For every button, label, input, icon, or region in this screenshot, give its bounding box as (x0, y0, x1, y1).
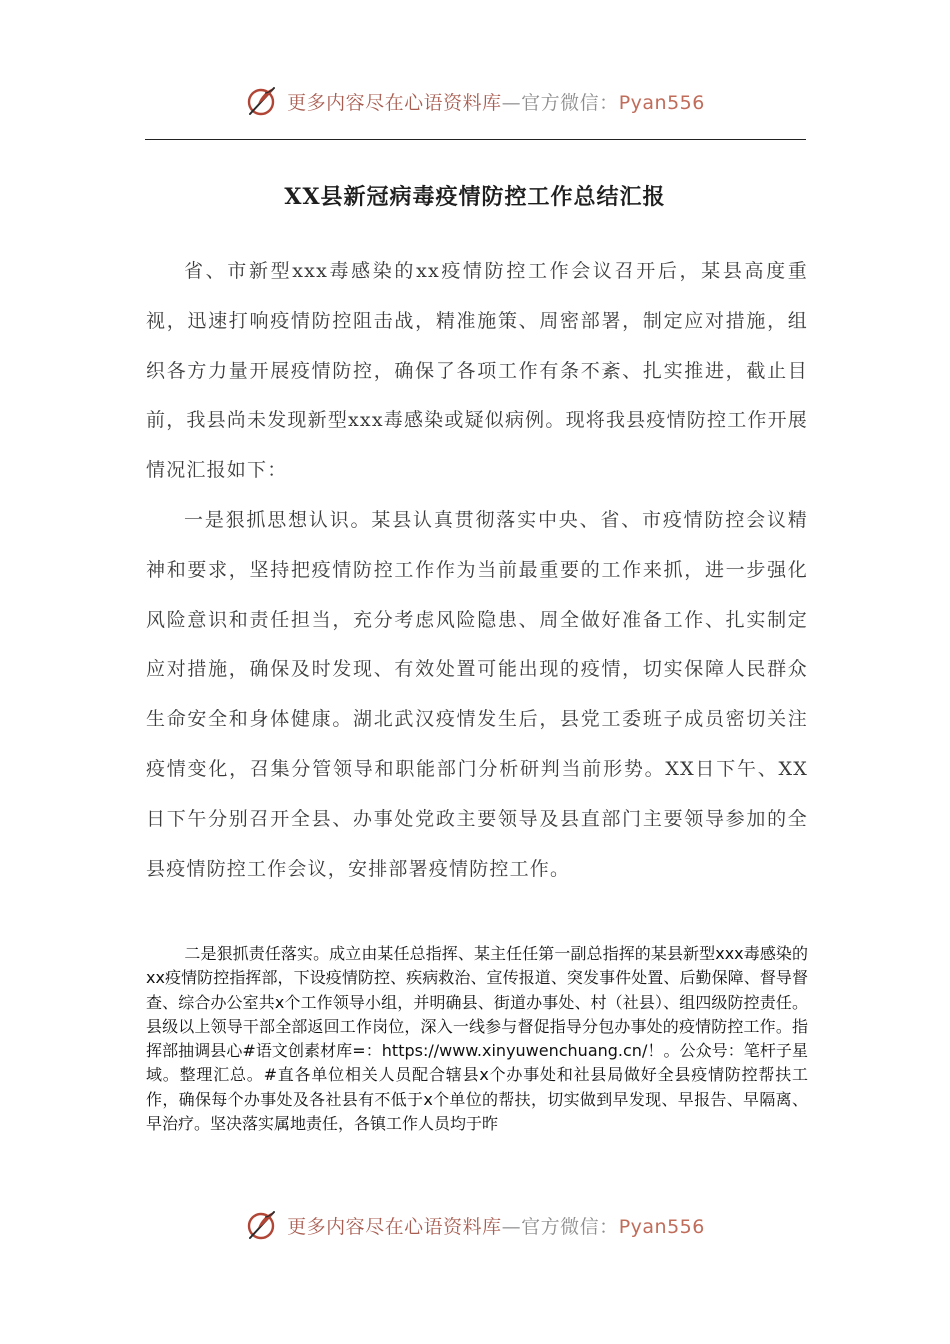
header-divider (145, 139, 806, 140)
wechat-id: Pyan556 (618, 1215, 705, 1238)
document-title: XX县新冠病毒疫情防控工作总结汇报 (284, 184, 666, 210)
quill-logo-icon (245, 1208, 279, 1242)
wechat-id: Pyan556 (618, 91, 705, 114)
header-banner (0, 84, 950, 118)
banner-separator: — (501, 91, 522, 114)
paragraph-intro: 省、市新型xxx毒感染的xx疫情防控工作会议召开后，某县高度重视，迅速打响疫情防控阻击战，精准施策、周密部署，制定应对措施，组织各方力量开展疫情防控，确保了各项工作有条不紊、扎实推进，截止目前，我县尚未发现新型xxx毒感染或疑似病例。现将我县疫情防控工作开展情况汇报如下： (146, 260, 808, 482)
banner-text (287, 88, 705, 115)
paragraph-thought: 一是狠抓思想认识。某县认真贯彻落实中央、省、市疫情防控会议精神和要求，坚持把疫情防控工作作为当前最重要的工作来抓，进一步强化风险意识和责任担当，充分考虑风险隐患、周全做好准备工作、扎实制定应对措施，确保及时发现、有效处置可能出现的疫情，切实保障人民群众生命安全和身体健康。湖北武汉疫情发生后，县党工委班子成员密切关注疫情变化，召集分管领导和职能部门分析研判当前形势。XX日下午、XX日下午分别召开全县、办事处党政主要领导及县直部门主要领导参加的全县疫情防控工作会议，安排部署疫情防控工作。 (146, 509, 808, 880)
quill-logo-icon (245, 84, 279, 118)
wechat-label: 官方微信： (521, 91, 619, 114)
footer-banner (0, 1208, 950, 1242)
banner-separator: — (501, 1215, 522, 1238)
banner-slogan: 更多内容尽在心语资料库 (287, 91, 502, 114)
banner-text (287, 1212, 705, 1239)
paragraph-responsibility: 二是狠抓责任落实。成立由某任总指挥、某主任任第一副总指挥的某县新型xxx毒感染的xx疫情防控指挥部，下设疫情防控、疾病救治、宣传报道、突发事件处置、后勤保障、督导督查、综合办公室共x个工作领导小组，并明确县、街道办事处、村（社县）、组四级防控责任。县级以上领导干部全部返回工作岗位，深入一线参与督促指导分包办事处的疫情防控工作。指挥部抽调县心#语文创素材库=：https://www.xinyuwenchuang.cn/！。公众号：笔杆子星域。整理汇总。#直各单位相关人员配合辖县x个办事处和社县局做好全县疫情防控帮扶工作，确保每个办事处及各社县有不低于x个单位的帮扶，切实做到早发现、早报告、早隔离、早治疗。坚决落实属地责任，各镇工作人员均于昨 (146, 944, 808, 1134)
banner-slogan: 更多内容尽在心语资料库 (287, 1215, 502, 1238)
wechat-label: 官方微信： (521, 1215, 619, 1238)
